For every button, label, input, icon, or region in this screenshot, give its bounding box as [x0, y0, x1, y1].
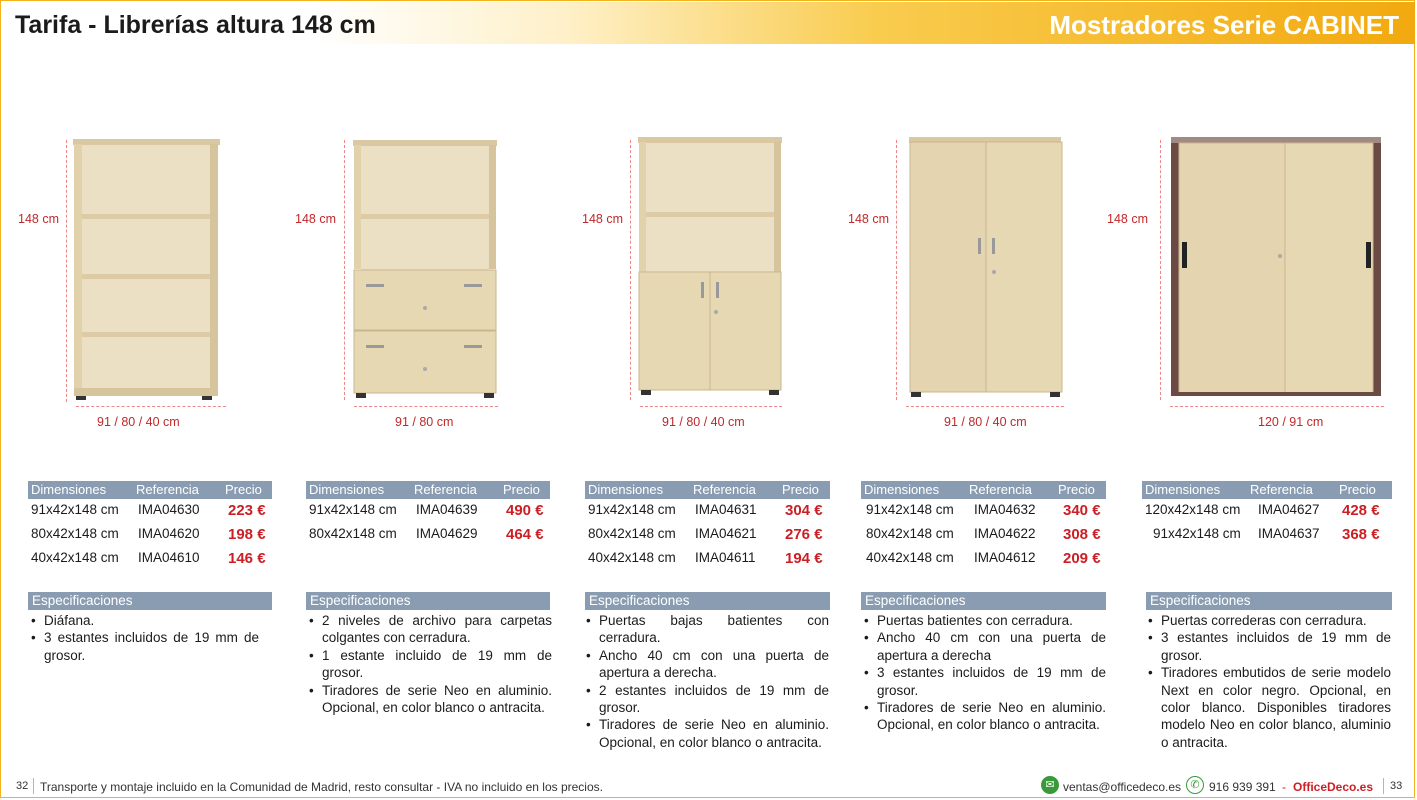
row-price: 198 € [228, 526, 266, 543]
specs-list [864, 612, 1106, 734]
width-label: 91 / 80 / 40 cm [97, 415, 180, 429]
spec-item: • 2 niveles de archivo para carpetas colgantes con cerradura. [309, 612, 552, 647]
row-reference: IMA04630 [138, 502, 200, 517]
col-dimensiones: Dimensiones [309, 482, 385, 497]
width-dimension-line [354, 406, 498, 407]
col-precio: Precio [782, 482, 819, 497]
row-reference: IMA04632 [974, 502, 1036, 517]
spec-item: • Puertas correderas con cerradura. [1148, 612, 1391, 629]
contact-phone[interactable]: 916 939 391 [1209, 780, 1276, 794]
row-dimensions: 91x42x148 cm [31, 502, 119, 517]
table-row [861, 526, 1106, 546]
table-row [585, 502, 830, 522]
row-dimensions: 91x42x148 cm [1153, 526, 1241, 541]
specs-header-label: Especificaciones [865, 593, 966, 608]
table-row [1142, 502, 1392, 522]
row-price: 464 € [506, 526, 544, 543]
height-dimension-line [1160, 140, 1161, 400]
specs-header-label: Especificaciones [1150, 593, 1251, 608]
footer-divider [1383, 778, 1384, 794]
width-label: 91 / 80 cm [395, 415, 454, 429]
row-reference: IMA04621 [695, 526, 757, 541]
specs-header [28, 592, 272, 610]
spec-item: • Ancho 40 cm con una puerta de apertura a derecha. [586, 647, 829, 682]
spec-item: • 3 estantes incluidos de 19 mm de grosor. [864, 664, 1106, 699]
height-dimension-line [344, 140, 345, 400]
row-price: 308 € [1063, 526, 1101, 543]
price-table-header [1142, 481, 1392, 499]
spec-item: • Tiradores de serie Neo en aluminio. Opcional, en color blanco o antracita. [309, 682, 552, 717]
series-title: Mostradores Serie CABINET [1049, 10, 1399, 40]
row-reference: IMA04622 [974, 526, 1036, 541]
row-price: 194 € [785, 550, 823, 567]
specs-list [1148, 612, 1391, 751]
row-price: 428 € [1342, 502, 1380, 519]
table-row [585, 526, 830, 546]
row-reference: IMA04620 [138, 526, 200, 541]
row-price: 223 € [228, 502, 266, 519]
page-title: Tarifa - Librerías altura 148 cm [15, 11, 376, 39]
contact-email[interactable]: ventas@officedeco.es [1063, 780, 1182, 794]
row-dimensions: 40x42x148 cm [588, 550, 676, 565]
specs-header [861, 592, 1106, 610]
col-referencia: Referencia [1250, 482, 1313, 497]
row-price: 368 € [1342, 526, 1380, 543]
spec-item: • 2 estantes incluidos de 19 mm de grosor. [586, 682, 829, 717]
col-precio: Precio [503, 482, 540, 497]
row-dimensions: 120x42x148 cm [1145, 502, 1241, 517]
specs-header-label: Especificaciones [310, 593, 411, 608]
row-price: 340 € [1063, 502, 1101, 519]
footer-note: Transporte y montaje incluido en la Comunidad de Madrid, resto consultar - IVA no incluido en los precios. [40, 780, 603, 794]
row-price: 276 € [785, 526, 823, 543]
spec-item: • Tiradores de serie Neo en aluminio. Opcional, en color blanco o antracita. [586, 716, 829, 751]
table-row [1142, 526, 1392, 546]
product-image-swing-door-cabinet [906, 134, 1066, 402]
spec-item: • 1 estante incluido de 19 mm de grosor. [309, 647, 552, 682]
row-dimensions: 91x42x148 cm [866, 502, 954, 517]
specs-list [309, 612, 552, 716]
table-row [861, 550, 1106, 570]
row-price: 146 € [228, 550, 266, 567]
spec-item: • Puertas bajas batientes con cerradura. [586, 612, 829, 647]
spec-item: • Tiradores embutidos de serie modelo Next en color negro. Opcional, en color blanco. Disponibles tiradores modelo Neo en color blanco, aluminio o antracita. [1148, 664, 1391, 751]
row-dimensions: 80x42x148 cm [309, 526, 397, 541]
page-footer [0, 772, 1417, 800]
row-dimensions: 40x42x148 cm [31, 550, 119, 565]
row-dimensions: 80x42x148 cm [866, 526, 954, 541]
specs-header [585, 592, 830, 610]
row-price: 490 € [506, 502, 544, 519]
footer-separator: - [1282, 780, 1286, 794]
email-icon: ✉ [1041, 776, 1059, 794]
table-row [28, 526, 272, 546]
width-dimension-line [1170, 406, 1384, 407]
spec-item: • 3 estantes incluidos de 19 mm de grosor. [1148, 629, 1391, 664]
row-price: 209 € [1063, 550, 1101, 567]
table-row [861, 502, 1106, 522]
spec-item: • Diáfana. [31, 612, 259, 629]
table-row [585, 550, 830, 570]
row-dimensions: 80x42x148 cm [31, 526, 119, 541]
row-reference: IMA04610 [138, 550, 200, 565]
spec-item: • Puertas batientes con cerradura. [864, 612, 1106, 629]
page-header [1, 2, 1415, 44]
width-dimension-line [76, 406, 226, 407]
col-dimensiones: Dimensiones [588, 482, 664, 497]
height-dimension-line [66, 140, 67, 402]
row-dimensions: 91x42x148 cm [309, 502, 397, 517]
col-referencia: Referencia [414, 482, 477, 497]
phone-icon: ✆ [1186, 776, 1204, 794]
table-row [306, 502, 550, 522]
table-row [28, 502, 272, 522]
specs-list [586, 612, 829, 751]
row-reference: IMA04612 [974, 550, 1036, 565]
row-reference: IMA04629 [416, 526, 478, 541]
price-table-header [585, 481, 830, 499]
spec-item: • 3 estantes incluidos de 19 mm de grosor. [31, 629, 259, 664]
page-number-left: 32 [16, 780, 29, 792]
price-table-header [306, 481, 550, 499]
specs-header [306, 592, 550, 610]
spec-item: • Tiradores de serie Neo en aluminio. Opcional, en color blanco o antracita. [864, 699, 1106, 734]
width-label: 91 / 80 / 40 cm [662, 415, 745, 429]
height-label: 148 cm [848, 212, 889, 226]
footer-divider [33, 778, 34, 794]
row-price: 304 € [785, 502, 823, 519]
height-dimension-line [630, 140, 631, 400]
price-table-header [861, 481, 1106, 499]
col-precio: Precio [1058, 482, 1095, 497]
table-row [306, 526, 550, 546]
product-image-bookcase-drawers [350, 138, 500, 402]
row-reference: IMA04627 [1258, 502, 1320, 517]
width-label: 120 / 91 cm [1258, 415, 1324, 429]
specs-header-label: Especificaciones [589, 593, 690, 608]
col-referencia: Referencia [693, 482, 756, 497]
col-precio: Precio [225, 482, 262, 497]
product-image-bookcase-low-doors [636, 134, 784, 402]
col-referencia: Referencia [136, 482, 199, 497]
specs-header [1146, 592, 1392, 610]
col-dimensiones: Dimensiones [864, 482, 940, 497]
row-dimensions: 91x42x148 cm [588, 502, 676, 517]
height-label: 148 cm [1107, 212, 1148, 226]
height-label: 148 cm [295, 212, 336, 226]
specs-header-label: Especificaciones [32, 593, 133, 608]
row-reference: IMA04637 [1258, 526, 1320, 541]
col-precio: Precio [1339, 482, 1376, 497]
table-row [28, 550, 272, 570]
row-dimensions: 40x42x148 cm [866, 550, 954, 565]
spec-item: • Ancho 40 cm con una puerta de apertura a derecha [864, 629, 1106, 664]
page-number-right: 33 [1390, 780, 1403, 792]
row-dimensions: 80x42x148 cm [588, 526, 676, 541]
row-reference: IMA04631 [695, 502, 757, 517]
height-label: 148 cm [18, 212, 59, 226]
brand-link[interactable]: OfficeDeco.es [1293, 780, 1374, 794]
col-dimensiones: Dimensiones [1145, 482, 1221, 497]
specs-list [31, 612, 259, 664]
product-image-open-bookcase [70, 136, 225, 406]
product-image-sliding-door-cabinet [1168, 134, 1384, 402]
col-dimensiones: Dimensiones [31, 482, 107, 497]
row-reference: IMA04639 [416, 502, 478, 517]
width-label: 91 / 80 / 40 cm [944, 415, 1027, 429]
col-referencia: Referencia [969, 482, 1032, 497]
height-label: 148 cm [582, 212, 623, 226]
width-dimension-line [906, 406, 1064, 407]
width-dimension-line [640, 406, 782, 407]
price-table-header [28, 481, 272, 499]
height-dimension-line [896, 140, 897, 400]
row-reference: IMA04611 [695, 550, 756, 565]
